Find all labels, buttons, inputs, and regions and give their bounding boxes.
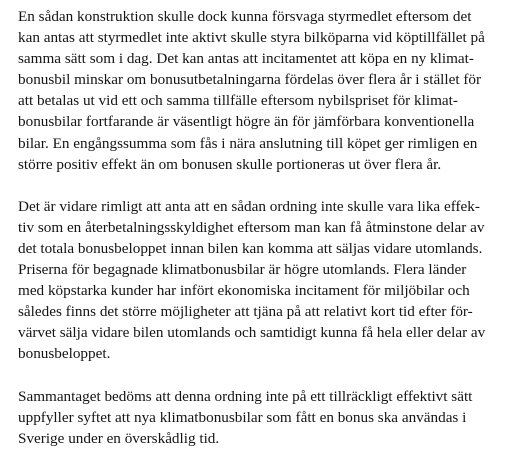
paragraph-line: tiv som en återbetalningsskyldighet eftersom man kan få åtminstone delar av bbox=[18, 218, 485, 236]
paragraph-line: värvet sälja vidare bilen utomlands och samtidigt kunna få hela eller delar av bbox=[18, 324, 486, 342]
paragraph-line: Priserna för begagnade klimatbonusbilar är högre utomlands. Flera länder bbox=[18, 261, 467, 279]
paragraph-line: bonusbeloppet. bbox=[18, 345, 111, 363]
paragraph-line: bilar. En engångssumma som fås i nära anslutning till köpet ger rimligen en bbox=[18, 134, 478, 152]
paragraph-line: att betalas ut vid ett och samma tillfälle eftersom nybilspriset för klimat- bbox=[18, 92, 458, 110]
paragraph-line: En sådan konstruktion skulle dock kunna försvaga styrmedlet eftersom det bbox=[18, 8, 472, 25]
paragraph-line: kan antas att styrmedlet inte aktivt skulle styra bilköparna vid köptillfället på bbox=[18, 29, 485, 47]
document-body bbox=[18, 6, 513, 470]
paragraph-line: större positiv effekt än om bonusen skulle portioneras ut över flera år. bbox=[18, 155, 442, 173]
paragraph-line: uppfyller syftet att nya klimatbonusbilar som fått en bonus ska användas i bbox=[18, 408, 467, 426]
paragraph-1 bbox=[18, 6, 513, 175]
paragraph-line: Sammantaget bedöms att denna ordning inte på ett tillräckligt effektivt sätt bbox=[18, 387, 473, 405]
paragraph-line: samma sätt som i dag. Det kan antas att incitamentet att köpa en ny klimat- bbox=[18, 50, 474, 68]
paragraph-line: bonusbil minskar om bonusutbetalningarna fördelas över flera år i stället för bbox=[18, 71, 482, 89]
paragraph-line: Sverige under en överskådlig tid. bbox=[18, 429, 220, 447]
paragraph-line: det totala bonusbeloppet innan bilen kan komma att säljas vidare utomlands. bbox=[18, 239, 483, 257]
paragraph-line: med köpstarka kunder har infört ekonomiska incitament för miljöbilar och bbox=[18, 282, 470, 300]
paragraph-line: Det är vidare rimligt att anta att en sådan ordning inte skulle vara lika effek- bbox=[18, 197, 480, 215]
paragraph-line: således finns det större möjligheter att tjäna på att relativt kort tid efter för- bbox=[18, 303, 473, 321]
paragraph-line: bonusbilar fortfarande är väsentligt högre än för jämförbara konventionella bbox=[18, 113, 475, 131]
paragraph-3 bbox=[18, 386, 513, 449]
paragraph-2 bbox=[18, 196, 513, 365]
